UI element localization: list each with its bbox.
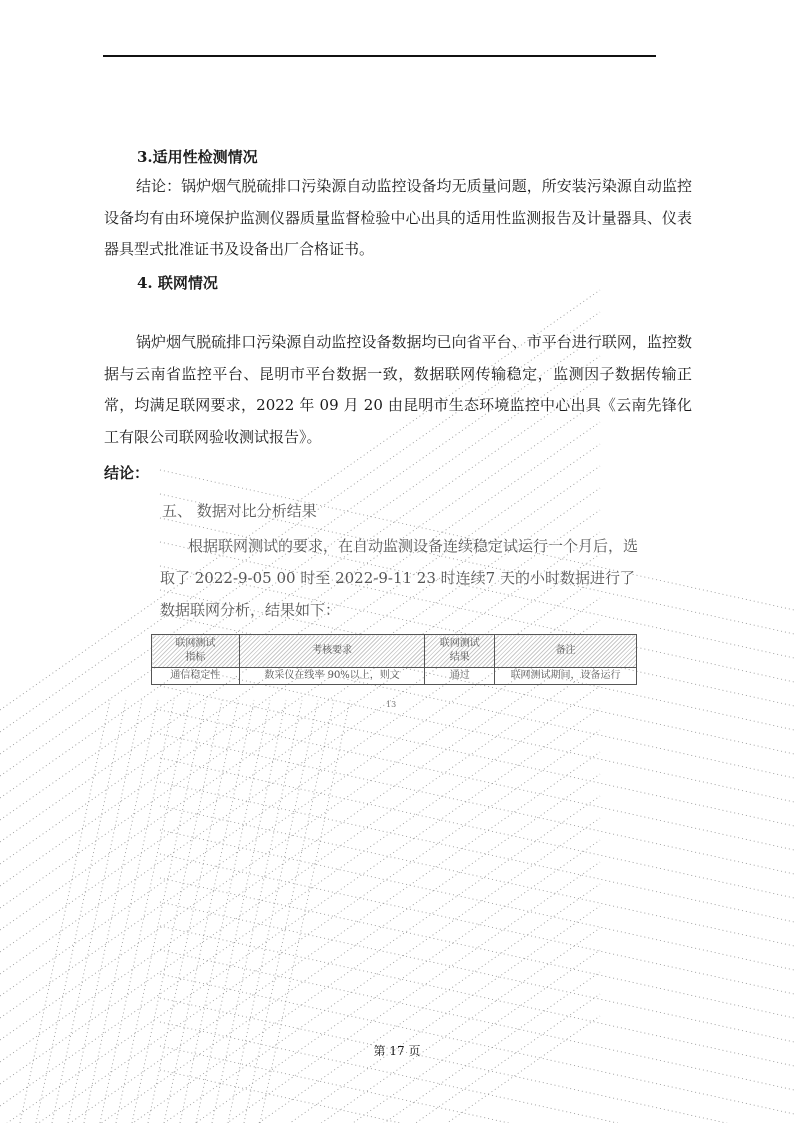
conclusion-label: 结论： <box>104 464 150 482</box>
embedded-report-page <box>146 494 646 714</box>
embedded-page-number: 13 <box>386 700 397 709</box>
section-4-heading: 4. 联网情况 <box>137 274 218 292</box>
embedded-table-header-row <box>152 635 637 668</box>
embedded-cell: 通过 <box>425 668 495 685</box>
section-3-heading: 3.适用性检测情况 <box>137 148 258 166</box>
embedded-text <box>160 530 640 626</box>
embedded-cell: 通信稳定性 <box>152 668 240 685</box>
embedded-cell: 联网测试期间，设备运行 <box>495 668 637 685</box>
page-footer: 第 17 页 <box>373 1044 421 1058</box>
header-rule <box>103 55 656 57</box>
embedded-cell: 数采仪在线率 90%以上，则文 <box>239 668 425 685</box>
section-3-text <box>104 171 692 266</box>
section-4-text <box>104 327 692 453</box>
embedded-header-cell: 备注 <box>495 635 637 668</box>
embedded-header-cell: 联网测试 结果 <box>425 635 495 668</box>
embedded-title: 五、 数据对比分析结果 <box>162 502 317 520</box>
embedded-table <box>151 634 637 685</box>
embedded-text-content: 根据联网测试的要求，在自动监测设备连续稳定试运行一个月后，选取了 2022-9-05 00 时至 2022-9-11 23 时连续7 天的小时数据进行了数据联网分析，结果如下： <box>160 537 639 619</box>
section-4-text-content: 锅炉烟气脱硫排口污染源自动监控设备数据均已向省平台、市平台进行联网，监控数据与云南省监控平台、昆明市平台数据一致，数据联网传输稳定，监测因子数据传输正常，均满足联网要求，2022 年 09 月 20 由昆明市生态环境监控中心出具《云南先锋化工有限公司联网验收测试报告》。 <box>104 333 692 446</box>
section-3-text-content: 结论：锅炉烟气脱硫排口污染源自动监控设备均无质量问题，所安装污染源自动监控设备均有由环境保护监测仪器质量监督检验中心出具的适用性监测报告及计量器具、仪表器具型式批准证书及设备出厂合格证书。 <box>104 177 692 258</box>
embedded-table-row <box>152 668 637 685</box>
embedded-header-cell: 考核要求 <box>239 635 425 668</box>
embedded-header-cell: 联网测试 指标 <box>152 635 240 668</box>
